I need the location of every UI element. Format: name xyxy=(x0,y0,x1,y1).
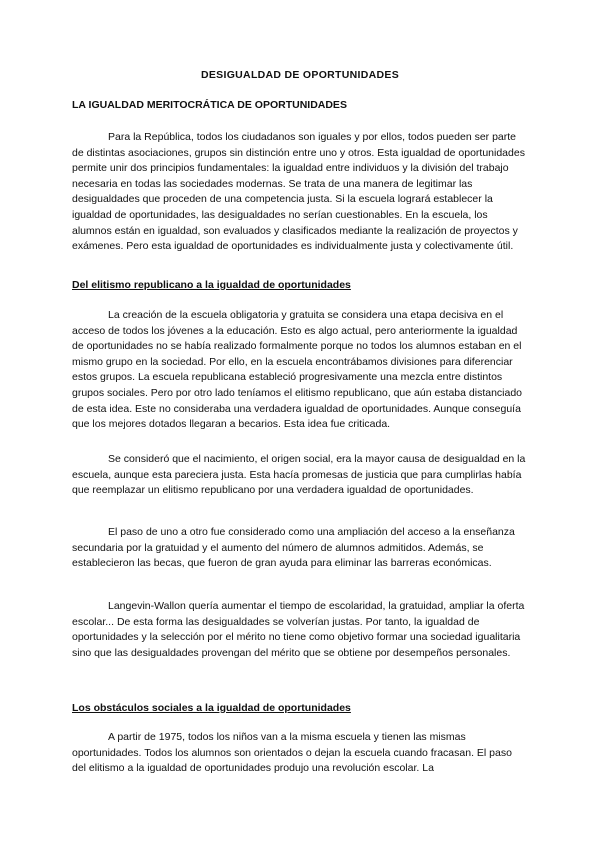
intro-paragraph: Para la República, todos los ciudadanos son iguales y por ellos, todos pueden ser parte de distintas asociaciones, grupos sin distinción entre uno y otros. Esta igualdad de oportunidades permite unir dos principios fundamentales: la igualdad entre individuos y la división del trabajo necesaria en todas las sociedades modernas. Se trata de una manera de legitimar las desigualdades que proceden de una competencia justa. Si la escuela logrará establecer la igualdad de oportunidades, las desigualdades no serían cuestionables. En la escuela, los alumnos están en igualdad, son evaluados y clasificados mediante la realización de proyectos y exámenes. Pero esta igualdad de oportunidades es individualmente justa y colectivamente útil. xyxy=(72,131,525,253)
subsection-heading-obstaculos: Los obstáculos sociales a la igualdad de oportunidades xyxy=(72,702,351,714)
paragraph-a-partir-1975: A partir de 1975, todos los niños van a la misma escuela y tienen las mismas oportunidades. Todos los alumnos son orientados o dejan la escuela cuando fracasan. El paso del elitismo a la igualdad de oportunidades produjo una revolución escolar. La xyxy=(72,731,512,775)
document-title: DESIGUALDAD DE OPORTUNIDADES xyxy=(201,69,399,81)
paragraph-creacion-escuela: La creación de la escuela obligatoria y gratuita se considera una etapa decisiva en el acceso de todos los jóvenes a la educación. Esto es algo actual, pero anteriormente la igualdad de oportunidades no se había realizado formalmente porque no todos los alumnos estaban en el mismo grupo en la sociedad. Por ello, en la escuela encontrábamos divisiones para diferenciar estos grupos. La escuela republicana estableció progresivamente una mezcla entre distintos grupos sociales. Pero por otro lado teníamos el elitismo republicano, que aún estaba distanciado de esta idea. Este no consideraba una verdadera igualdad de oportunidades. Aunque conseguía que los mejores dotados llegaran a becarios. Esta idea fue criticada. xyxy=(72,309,523,431)
paragraph-langevin-wallon: Langevin-Wallon quería aumentar el tiempo de escolaridad, la gratuidad, ampliar la oferta escolar... De esta forma las desigualdades se volverían justas. Por tanto, la igualdad de oportunidades y la selección por el mérito no tiene como objetivo formar una sociedad igualitaria sino que las desigualdades provengan del mérito que se obtiene por desempeños personales. xyxy=(72,600,525,659)
section-title: LA IGUALDAD MERITOCRÁTICA DE OPORTUNIDADES xyxy=(72,99,347,111)
paragraph-paso-uno-otro: El paso de uno a otro fue considerado como una ampliación del acceso a la enseñanza secundaria por la gratuidad y el aumento del número de alumnos admitidos. Además, se establecieron las becas, que fueron de gran ayuda para eliminar las barreras económicas. xyxy=(72,526,515,570)
paragraph-nacimiento: Se consideró que el nacimiento, el origen social, era la mayor causa de desigualdad en la escuela, aunque esta pareciera justa. Esta hacía promesas de justicia que para cumplirlas había que reemplazar un elitismo republicano por una verdadera igualdad de oportunidades. xyxy=(72,453,526,497)
subsection-heading-elitismo: Del elitismo republicano a la igualdad de oportunidades xyxy=(72,279,351,291)
